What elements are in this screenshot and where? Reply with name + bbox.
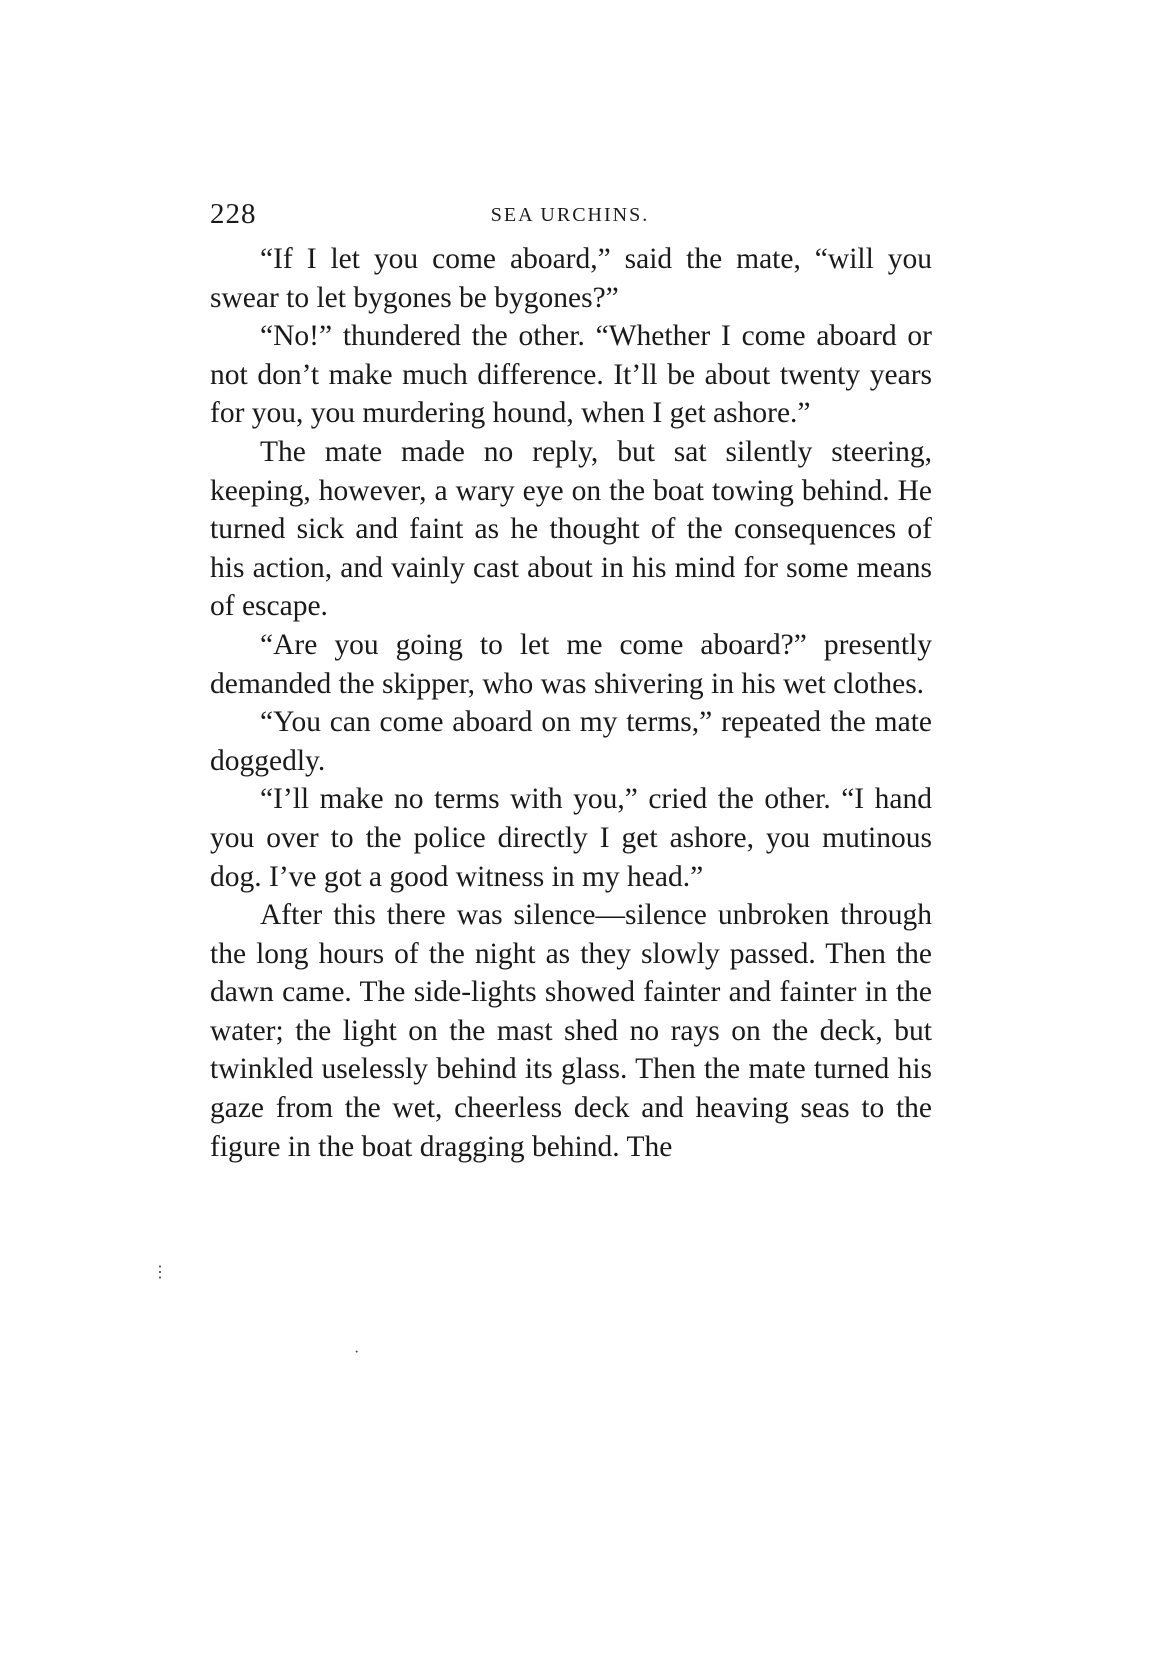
stray-dot: ·	[354, 1344, 360, 1361]
paragraph: “Are you going to let me come aboard?” presently demanded the skipper, who was shivering in his wet clothes.	[210, 628, 932, 700]
paragraph: The mate made no reply, but sat silently steering, keeping, however, a wary eye on the boat towing behind. He turned sick and faint as he thought of the consequences of his action, and vainly cast about in his mind for some means of escape.	[210, 435, 932, 623]
paragraph: “I’ll make no terms with you,” cried the other. “I hand you over to the police directly I get ashore, you mutinous dog. I’ve got a good witness in my head.”	[210, 783, 932, 893]
paragraph: “You can come aboard on my terms,” repeated the mate doggedly.	[210, 706, 932, 777]
stray-mark: ⋮	[152, 1264, 168, 1281]
page-number: 228	[210, 198, 257, 230]
running-title: SEA URCHINS.	[490, 204, 650, 226]
paragraph: “No!” thundered the other. “Whether I come aboard or not don’t make much difference. It’ll be about twenty years for you, you murdering hound, when I get ashore.”	[210, 320, 932, 430]
paragraph: After this there was silence—silence unbroken through the long hours of the night as they slowly passed. Then the dawn came. The side-lights showed fainter and fainter in the water; the light on the mast shed no rays on the deck, but twinkled uselessly behind its glass. Then the mate turned his gaze from the wet, cheerless deck and heaving seas to the figure in the boat dragging behind. The	[210, 899, 932, 1163]
body-text	[210, 240, 932, 1166]
page-header	[210, 198, 930, 238]
paragraph: “If I let you come aboard,” said the mate, “will you swear to let bygones be bygones?”	[210, 243, 932, 314]
